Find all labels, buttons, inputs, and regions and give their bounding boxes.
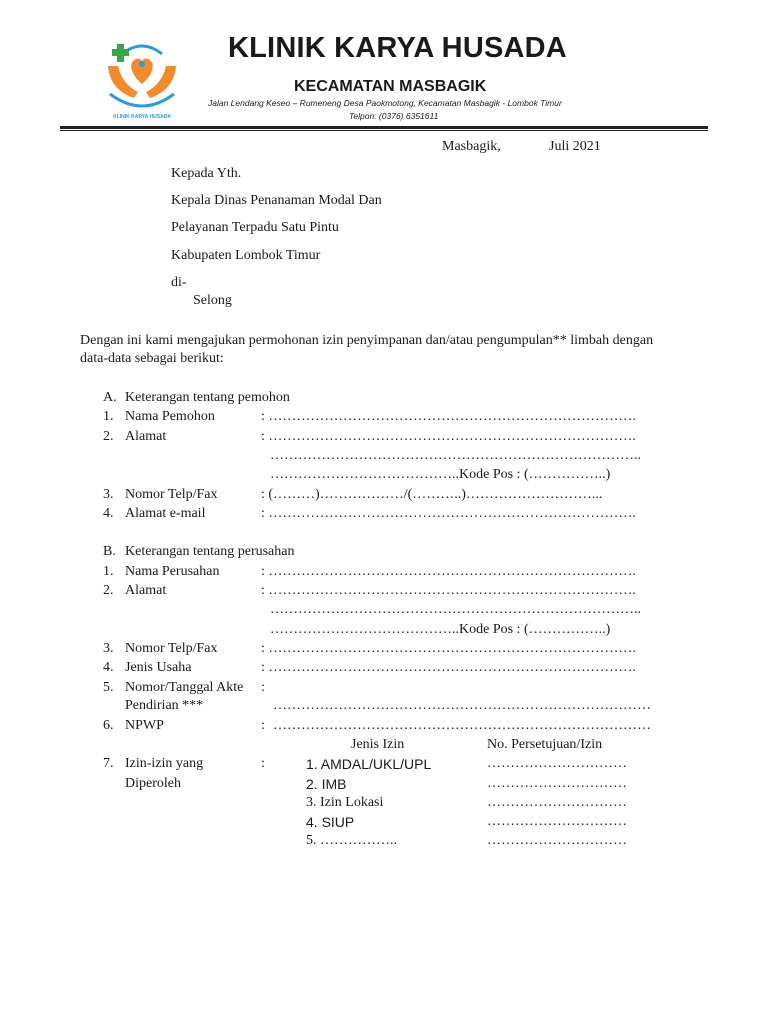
date-month-year: Juli 2021 [549,139,601,154]
field-colon: : [261,756,265,771]
postal-code-field[interactable]: …………………………………..Kode Pos : (……………..) [270,467,611,482]
logo-text: KLINIK KARYA HUSADA [113,114,171,120]
column-header-jenis-izin: Jenis Izin [351,737,405,752]
recipient-line: Pelayanan Terpadu Satu Pintu [171,220,339,235]
field-number: 5. [103,680,114,695]
field-number: 7. [103,756,114,771]
field-label: Nama Perusahan [125,564,220,579]
field-number: 6. [103,718,114,733]
field-number: 4. [103,506,114,521]
field-label: Nomor Telp/Fax [125,641,218,656]
permit-number-field[interactable]: ………………………… [487,776,627,791]
field-label: Alamat [125,429,167,444]
clinic-address: Jalan Lendang Keseo – Rumeneng Desa Paokmotong, Kecamatan Masbagik - Lombok Timur [208,98,562,108]
address-applicant-field[interactable]: : ……………………………………………………………………. [261,429,636,444]
clinic-title: KLINIK KARYA HUSADA [228,32,567,64]
field-label: Nama Pemohon [125,409,215,424]
permit-name: 3. Izin Lokasi [306,795,384,810]
date-place: Masbagik, [442,139,501,154]
header-rule-thin [60,130,708,131]
permit-number-field[interactable]: ………………………… [487,756,627,771]
recipient-city: Selong [193,293,232,308]
recipient-line: Kepala Dinas Penanaman Modal Dan [171,193,382,208]
field-label: Pendirian *** [125,698,204,713]
section-a-heading: Keterangan tentang pemohon [125,390,290,405]
phone-fax-field[interactable]: : (………)………………/(………..)………………………... [261,487,603,502]
field-label: Diperoleh [125,776,181,791]
section-a-letter: A. [103,390,117,405]
field-label: NPWP [125,718,164,733]
name-applicant-field[interactable]: : ……………………………………………………………………. [261,409,636,424]
clinic-subtitle: KECAMATAN MASBAGIK [294,78,487,95]
field-label: Alamat [125,583,167,598]
npwp-field[interactable]: ……………………………………………………………………… [273,718,651,733]
field-number: 2. [103,429,114,444]
intro-text: data-data sebagai berikut: [80,351,224,366]
permit-number-field[interactable]: ………………………… [487,795,627,810]
logo-emblem-icon [100,36,184,126]
field-number: 4. [103,660,114,675]
field-number: 2. [103,583,114,598]
permit-number-field[interactable]: ………………………… [487,833,627,848]
clinic-phone: Telpon: (0376) 6351611 [349,111,439,121]
column-header-no-persetujuan: No. Persetujuan/Izin [487,737,603,752]
company-postal-code-field[interactable]: …………………………………..Kode Pos : (……………..) [270,622,611,637]
recipient-line: Kepada Yth. [171,166,242,181]
permit-name: 1. AMDAL/UKL/UPL [306,756,432,772]
recipient-line: di- [171,275,187,290]
field-label: Izin-izin yang [125,756,204,771]
field-colon: : [261,680,265,695]
company-address-field[interactable]: : ……………………………………………………………………. [261,583,636,598]
field-label: Nomor/Tanggal Akte [125,680,244,695]
field-number: 3. [103,487,114,502]
company-phone-field[interactable]: : ……………………………………………………………………. [261,641,636,656]
clinic-logo [100,36,184,126]
deed-number-date-field[interactable]: ……………………………………………………………………… [273,698,651,713]
section-b-letter: B. [103,544,116,559]
field-number: 1. [103,409,114,424]
section-b-heading: Keterangan tentang perusahan [125,544,295,559]
header-rule-thick [60,126,708,129]
permit-name: 4. SIUP [306,814,355,830]
company-name-field[interactable]: : ……………………………………………………………………. [261,564,636,579]
email-field[interactable]: : ……………………………………………………………………. [261,506,636,521]
permit-name: 2. IMB [306,776,347,792]
intro-text: Dengan ini kami mengajukan permohonan izin penyimpanan dan/atau pengumpulan** limbah dengan [80,333,654,348]
field-label: Alamat e-mail [125,506,206,521]
field-number: 3. [103,641,114,656]
field-label: Jenis Usaha [125,660,192,675]
field-number: 1. [103,564,114,579]
business-type-field[interactable]: : ……………………………………………………………………. [261,660,636,675]
recipient-line: Kabupaten Lombok Timur [171,248,321,263]
company-address-field[interactable]: …………………………………………………………………….. [270,602,641,617]
permit-number-field[interactable]: ………………………… [487,814,627,829]
address-applicant-field[interactable]: …………………………………………………………………….. [270,448,641,463]
permit-name-field[interactable]: 5. …………….. [306,833,397,848]
field-colon: : [261,718,265,733]
field-label: Nomor Telp/Fax [125,487,218,502]
